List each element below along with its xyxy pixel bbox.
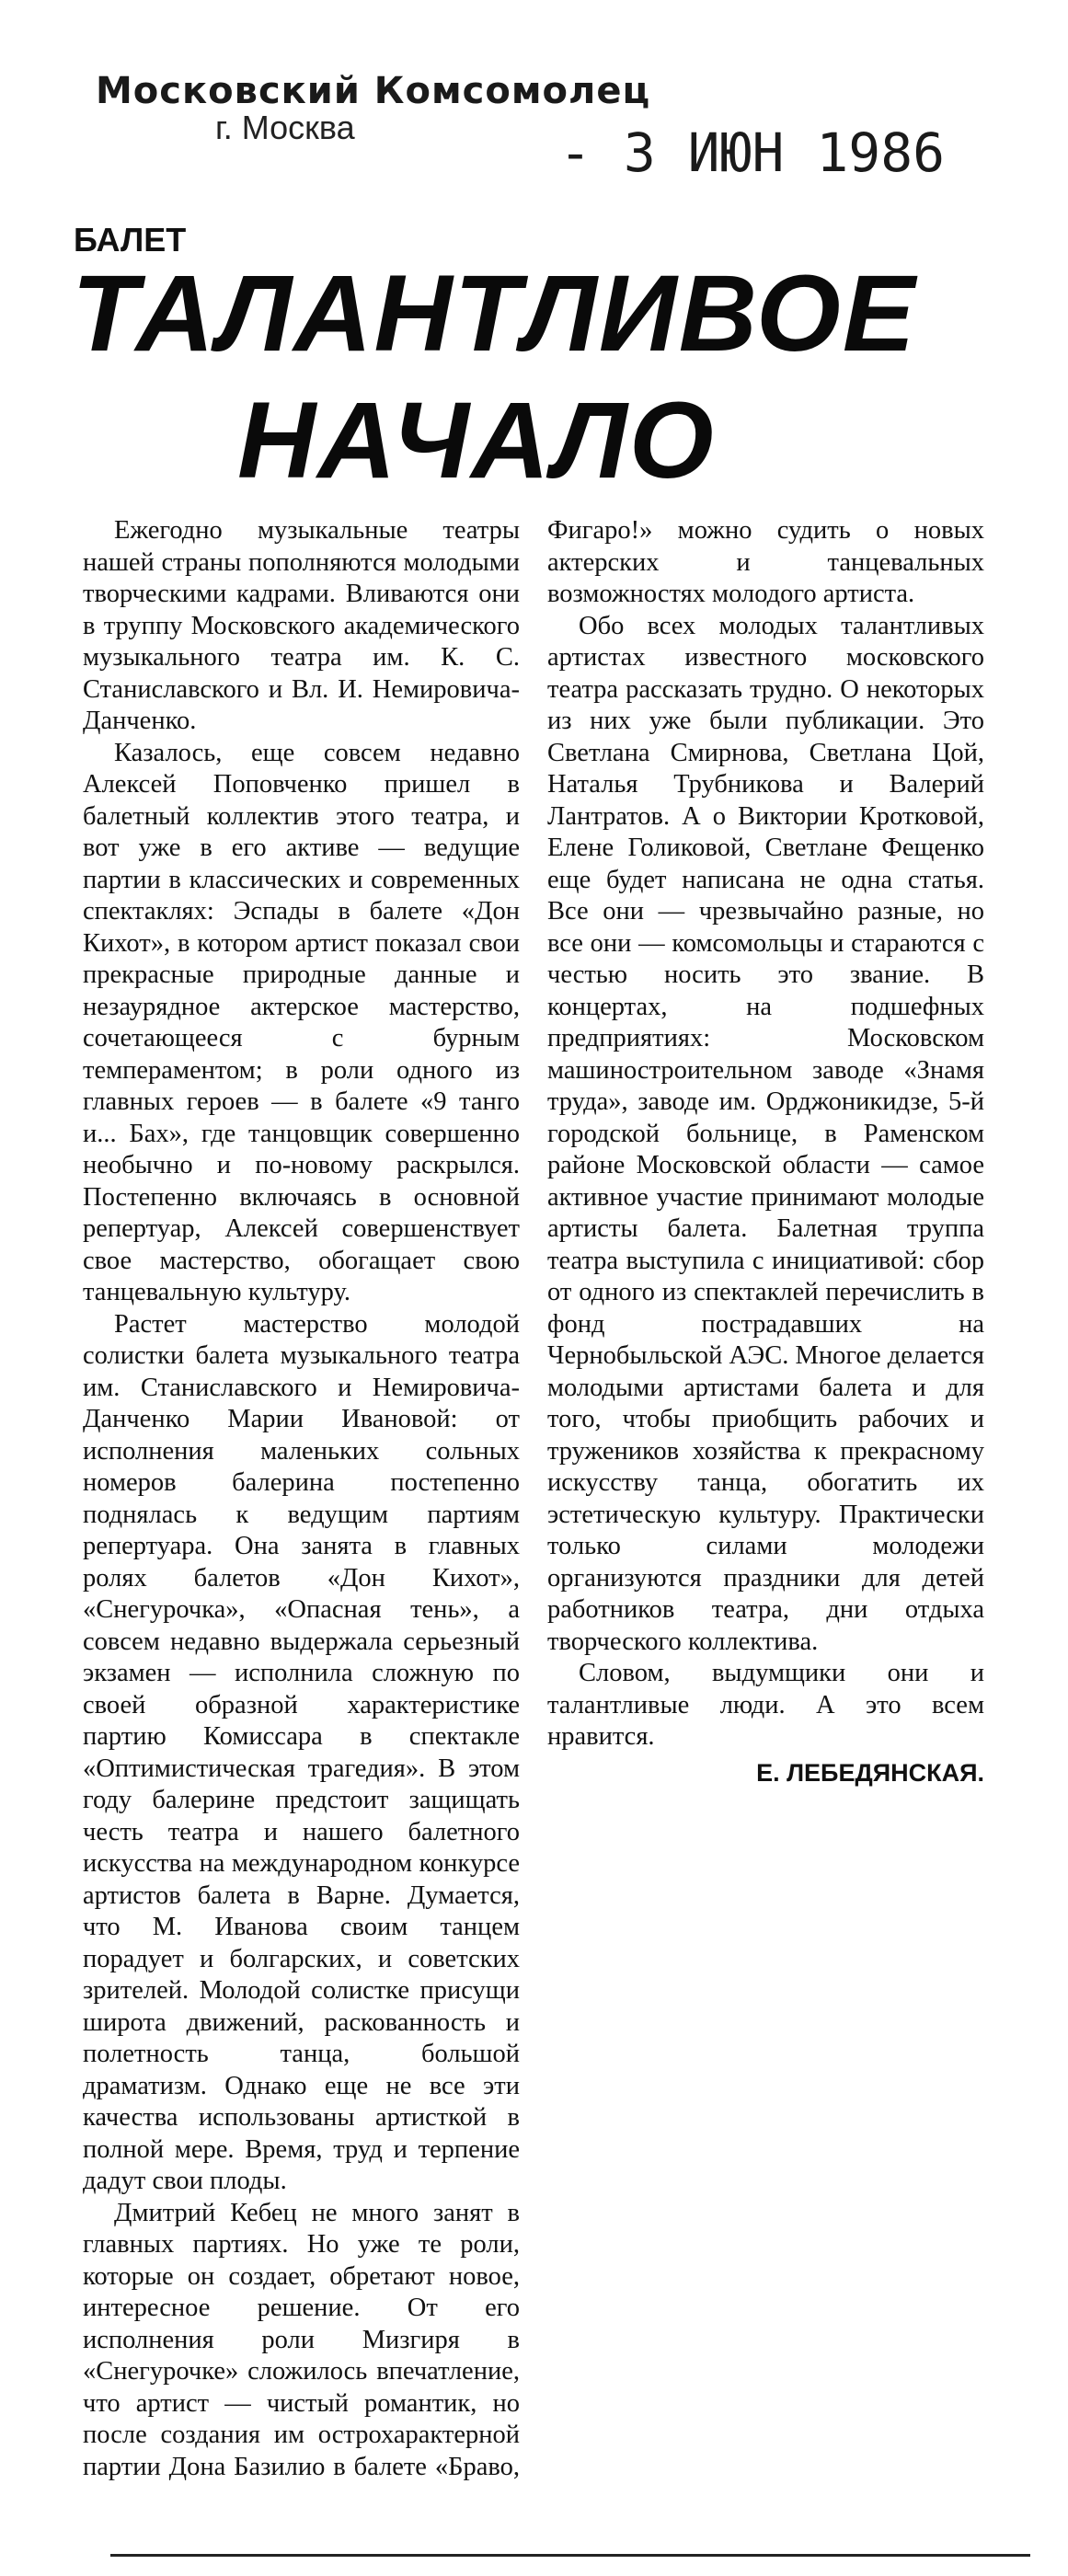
bottom-rule	[110, 2554, 1030, 2557]
article-paragraph: Казалось, еще совсем недавно Алексей Поповченко пришел в балетный коллектив этого театра, и вот уже в его активе — ведущие партии в классических и современных спектаклях: Эспады в балете «Дон Кихот», в котором артист показал свои прекрасные природные данные и незаурядное актерское мастерство, сочетающееся с бурным темпераментом; в роли одного из главных героев — в балете «9 танго и... Бах», где танцовщик совершенно необычно и по-новому раскрылся. Постепенно включаясь в основной репертуар, Алексей совершенствует свое мастерство, обогащает свою танцевальную культуру.	[83, 738, 520, 1306]
newspaper-city: г. Москва	[215, 109, 355, 146]
article-paragraph: Дмитрий Кебец не много занят в главных партиях. Но уже те роли, которые он создает, обретают новое, интересное решение. От его исполнения роли Мизгиря в «Снегурочке» сложилось впечатление, что артист — чистый романтик, но после создания им острохарактерной партии Дона Базилио в балете «Браво, Фигаро!» можно судить о новых актерских и танцевальных возможностях молодого артиста.	[83, 516, 984, 2481]
article-paragraph: Обо всех молодых талантливых артистах известного московского театра рассказать трудно. О некоторых из них уже были публикации. Это Светлана Смирнова, Светлана Цой, Наталья Трубникова и Валерий Лантратов. А о Виктории Кротковой, Елене Голиковой, Светлане Фещенко еще будет написана не одна статья. Все они — чрезвычайно разные, но все они — комсомольцы и стараются с честью носить это звание. В концертах, на подшефных предприятиях: Московском машиностроительном заводе «Знамя труда», заводе им. Орджоникидзе, 5-й городской больнице, в Раменском районе Московской области — самое активное участие принимают молодые артисты балета. Балетная труппа театра выступила с инициативой: сбор от одного из спектаклей перечислить в фонд пострадавших на Чернобыльской АЭС. Многое делается молодыми артистами балета и для того, чтобы приобщить рабочих и тружеников хозяйства к прекрасному искусству танца, обогатить их эстетическую культуру. Практически только силами молодежи организуются праздники для детей работников театра, дни отдыха творческого коллектива.	[547, 611, 984, 1656]
article-paragraph: Ежегодно музыкальные театры нашей страны пополняются молодыми творческими кадрами. Вливаются они в труппу Московского академического музыкального театра им. К. С. Станиславского и Вл. И. Немировича-Данченко.	[83, 516, 520, 735]
newspaper-name: Московский Комсомолец	[96, 70, 651, 112]
article-title-line-2: НАЧАЛО	[237, 380, 716, 501]
article-title-line-1: ТАЛАНТЛИВОЕ	[72, 253, 917, 374]
article-paragraph: Словом, выдумщики они и талантливые люди. А это всем нравится.	[547, 1659, 984, 1751]
article-rubric: БАЛЕТ	[74, 221, 187, 259]
article-body	[83, 515, 984, 2493]
article-author: Е. ЛЕБЕДЯНСКАЯ.	[756, 1758, 984, 1787]
article-paragraph: Растет мастерство молодой солистки балета музыкального театра им. Станиславского и Немировича-Данченко Марии Ивановой: от исполнения маленьких сольных номеров балерина постепенно поднялась к ведущим партиям репертуара. Она занята в главных ролях балетов «Дон Кихот», «Снегурочка», «Опасная тень», а совсем недавно выдержала серьезный экзамен — исполнила сложную по своей образной характеристике партию Комиссара в спектакле «Оптимистическая трагедия». В этом году балерине предстоит защищать честь театра и нашего балетного искусства на международном конкурсе артистов балета в Варне. Думается, что М. Иванова своим танцем порадует и болгарских, и советских зрителей. Молодой солистке присущи широта движений, раскованность и полетность танца, большой драматизм. Однако еще не все эти качества использованы артисткой в полной мере. Время, труд и терпение дадут свои плоды.	[83, 1309, 520, 2195]
article-title	[72, 250, 992, 504]
clipping-stamp	[96, 70, 651, 147]
publication-date: - 3 ИЮН 1986	[559, 121, 946, 184]
